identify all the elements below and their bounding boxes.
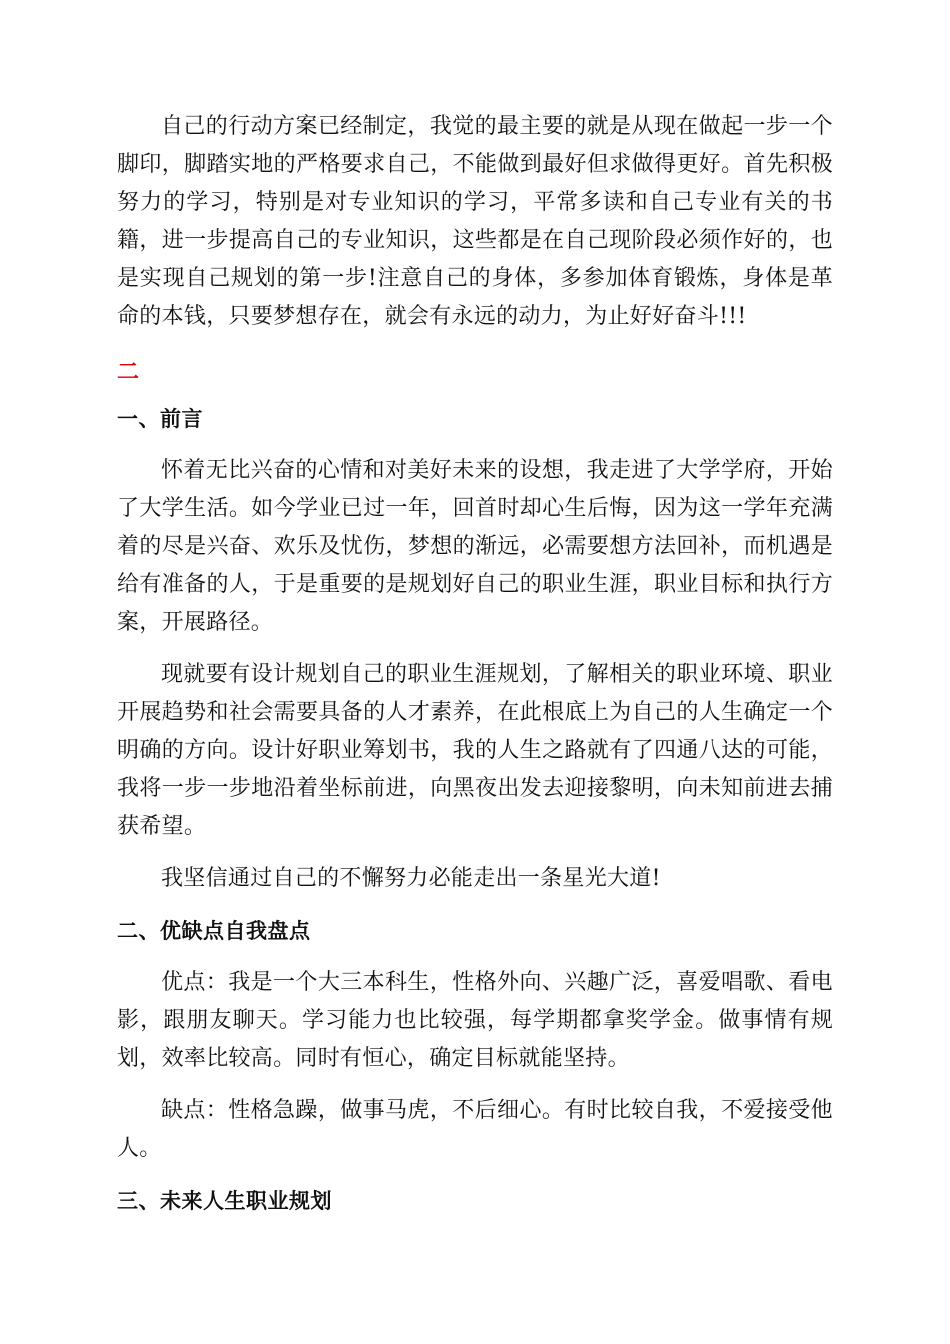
preface-paragraph-3: 我坚信通过自己的不懈努力必能走出一条星光大道! <box>161 866 661 891</box>
heading-career-plan: 三、未来人生职业规划 <box>117 1189 332 1213</box>
preface-paragraph-2: 现就要有设计规划自己的职业生涯规划，了解相关的职业环境、职业开展趋势和社会需要具备的人才素养，在此根底上为自己的人生确定一个明确的方向。设计好职业筹划书，我的人生之路就有了四通八达的可能，我将一步一步地沿着坐标前进，向黑夜出发去迎接黎明，向未知前进去捕获希望。 <box>117 662 833 839</box>
document-page <box>117 108 833 1220</box>
weaknesses-paragraph: 缺点：性格急躁，做事马虎，不后细心。有时比较自我，不爱接受他人。 <box>117 1098 833 1161</box>
intro-paragraph: 自己的行动方案已经制定，我觉的最主要的就是从现在做起一步一个脚印，脚踏实地的严格要求自己，不能做到最好但求做得更好。首先积极努力的学习，特别是对专业知识的学习，平常多读和自己专业有关的书籍，进一步提高自己的专业知识，这些都是在自己现阶段必须作好的，也是实现自己规划的第一步!注意自己的身体，多参加体育锻炼，身体是革命的本钱，只要梦想存在，就会有永远的动力，为止好好奋斗!!! <box>117 114 833 329</box>
heading-preface: 一、前言 <box>117 407 203 431</box>
heading-self-assessment: 二、优缺点自我盘点 <box>117 919 311 943</box>
preface-paragraph-1: 怀着无比兴奋的心情和对美好未来的设想，我走进了大学学府，开始了大学生活。如今学业已过一年，回首时却心生后悔，因为这一学年充满着的尽是兴奋、欢乐及忧伤，梦想的渐远，必需要想方法回补，而机遇是给有准备的人，于是重要的是规划好自己的职业生涯，职业目标和执行方案，开展路径。 <box>117 458 833 635</box>
strengths-paragraph: 优点：我是一个大三本科生，性格外向、兴趣广泛，喜爱唱歌、看电影，跟朋友聊天。学习能力也比较强，每学期都拿奖学金。做事情有规划，效率比较高。同时有恒心，确定目标就能坚持。 <box>117 970 833 1071</box>
section-number-mark: 二 <box>117 360 140 385</box>
